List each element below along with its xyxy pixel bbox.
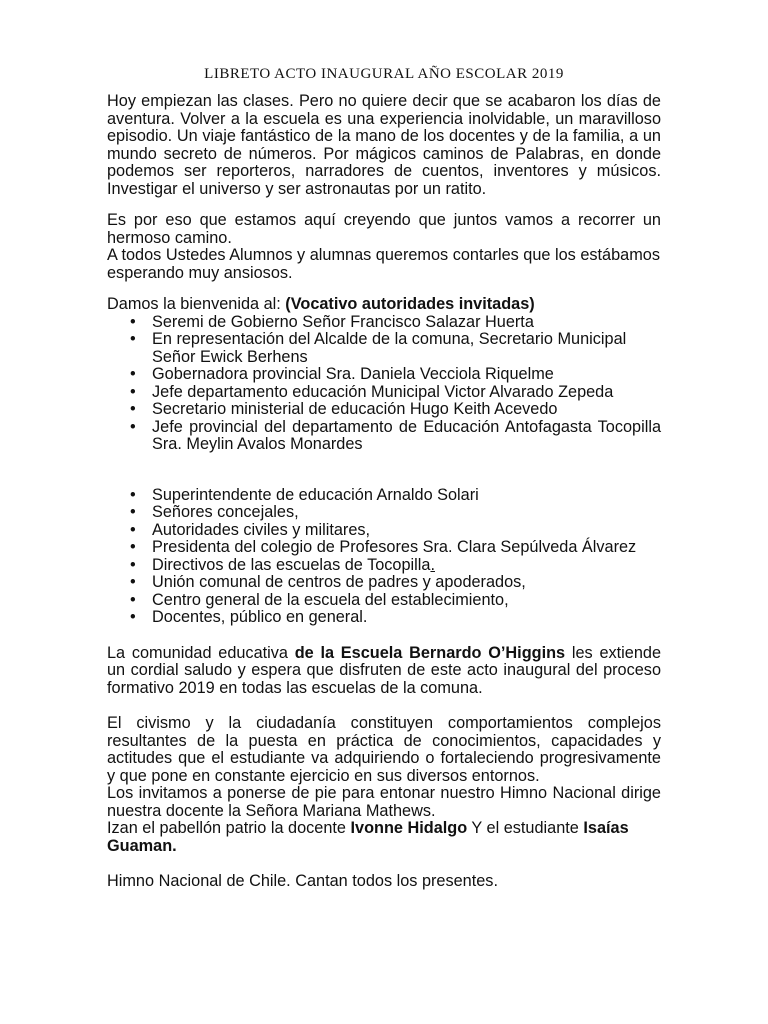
list-item: • En representación del Alcalde de la comuna, Secretario Municipal Señor Ewick Berhens [152,331,661,366]
welcome-line [107,296,661,314]
himno-paragraph: Himno Nacional de Chile. Cantan todos los presentes. [107,872,498,890]
student-name: Isaías Guaman. [107,819,629,855]
intro-paragraph: Hoy empiezan las clases. Pero no quiere decir que se acabaron los días de aventura. Volver a la escuela es una experiencia inolvidable, un maravilloso episodio. Un viaje fantástico de la mano de los docentes y de la familia, a un mundo secreto de números. Por mágicos caminos de Palabras, en donde podemos ser reporteros, narradores de cuentos, inventores y músicos. Investigar el universo y ser astronautas por un ratito. [107,92,661,198]
underlined-period: . [430,555,435,574]
list-item: • Centro general de la escuela del establecimiento, [152,592,661,610]
teacher-name: Ivonne Hidalgo [350,819,468,837]
list-item: • Secretario ministerial de educación Hugo Keith Acevedo [152,401,661,419]
civismo-paragraph: El civismo y la ciudadanía constituyen comportamientos complejos resultantes de la puesta en práctica de conocimientos, capacidades y actitudes que el estudiante va adquiriendo o fortaleciendo progresivamente y que pone en constante ejercicio en sus diversos entornos. [107,714,661,785]
school-name: de la Escuela Bernardo O’Higgins [294,643,566,662]
list-item [152,557,661,575]
paragraph-camino: Es por eso que estamos aquí creyendo que juntos vamos a recorrer un hermoso camino. [107,211,661,247]
list-item: • Seremi de Gobierno Señor Francisco Salazar Huerta [152,314,661,332]
list-item: • Superintendente de educación Arnaldo Solari [152,487,661,505]
authorities-list [107,314,661,454]
pabellon-text-b: Y el estudiante [467,819,584,837]
welcome-bold: (Vocativo autoridades invitadas) [285,295,535,313]
list-item: • Jefe departamento educación Municipal Victor Alvarado Zepeda [152,384,661,402]
himno-invite-paragraph: Los invitamos a ponerse de pie para entonar nuestro Himno Nacional dirige nuestra docente la Señora Mariana Mathews. [107,784,661,820]
list-item: • Unión comunal de centros de padres y apoderados, [152,574,661,592]
list-item: • Jefe provincial del departamento de Educación Antofagasta Tocopilla Sra. Meylin Avalos Monardes [152,419,661,454]
list-item: • Docentes, público en general. [152,609,661,627]
list-item: • Autoridades civiles y militares, [152,522,661,540]
paragraph-alumnos: A todos Ustedes Alumnos y alumnas queremos contarles que los estábamos esperando muy ansiosos. [107,246,660,282]
pabellon-paragraph [107,820,661,855]
welcome-text: Damos la bienvenida al: [107,295,286,313]
list-item: • Presidenta del colegio de Profesores Sra. Clara Sepúlveda Álvarez [152,539,661,557]
community-text-a: La comunidad educativa [107,643,295,662]
community-text-b: les extiende un cordial saludo y espera que disfruten de este acto inaugural del proceso formativo 2019 en todas las escuelas de la comuna. [107,643,661,697]
guests-list [107,487,661,627]
list-item: • Gobernadora provincial Sra. Daniela Vecciola Riquelme [152,366,661,384]
list-item: • Señores concejales, [152,504,661,522]
list-item-text: Directivos de las escuelas de Tocopilla [152,555,431,574]
document-title: LIBRETO ACTO INAUGURAL AÑO ESCOLAR 2019 [204,66,564,82]
community-paragraph [107,645,661,698]
pabellon-text-a: Izan el pabellón patrio la docente [107,819,351,837]
